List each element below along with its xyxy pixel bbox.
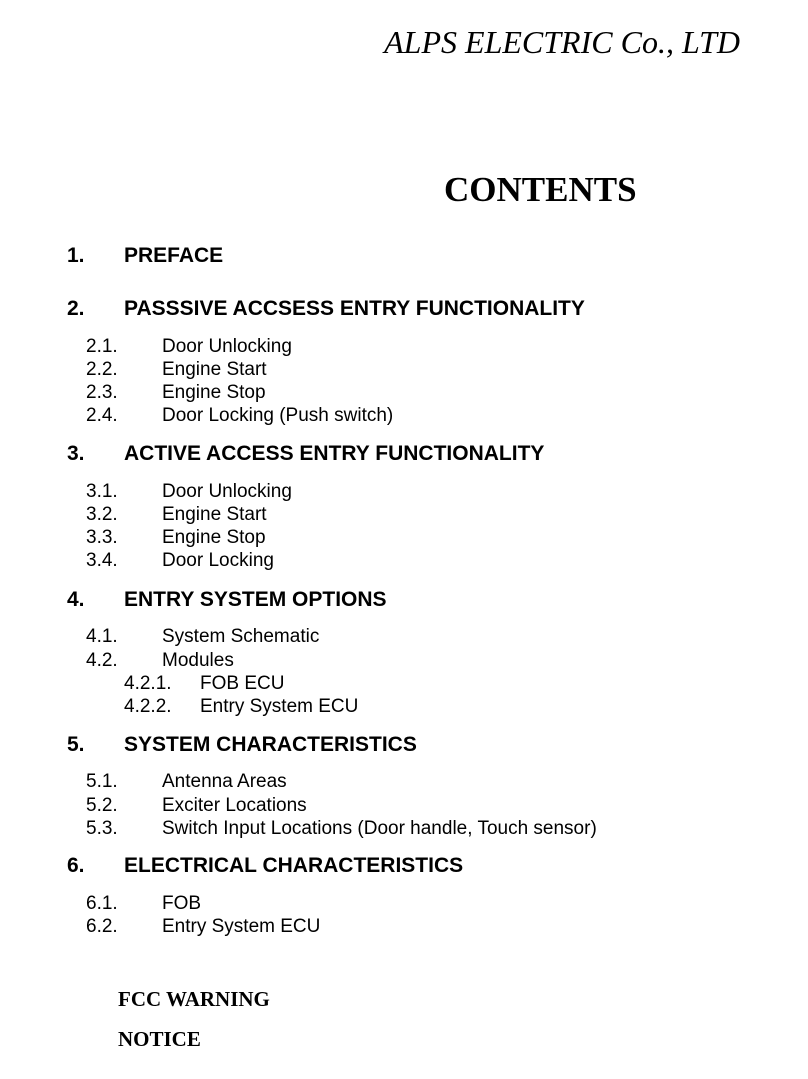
section-title: PREFACE [124, 244, 224, 267]
section-number: 3. [67, 442, 85, 465]
notice-heading: NOTICE [118, 1027, 201, 1051]
subsection-number: 6.2. [86, 916, 118, 937]
section-number: 4. [67, 588, 85, 611]
subsection-number: 2.1. [86, 336, 118, 357]
section-title: ELECTRICAL CHARACTERISTICS [124, 854, 464, 877]
section-number: 6. [67, 854, 85, 877]
subsection-number: 3.1. [86, 481, 118, 502]
subsection-title: Door Unlocking [162, 336, 292, 357]
subsection-title: Engine Start [162, 359, 267, 380]
subsection-number: 3.2. [86, 504, 118, 525]
section-title: SYSTEM CHARACTERISTICS [124, 733, 417, 756]
subsection-number: 2.2. [86, 359, 118, 380]
page-title: CONTENTS [444, 170, 637, 209]
section-title: ENTRY SYSTEM OPTIONS [124, 588, 387, 611]
section-number: 5. [67, 733, 85, 756]
subsubsection-number: 4.2.1. [124, 673, 172, 694]
section-number: 2. [67, 297, 85, 320]
subsection-number: 6.1. [86, 893, 118, 914]
section-title: ACTIVE ACCESS ENTRY FUNCTIONALITY [124, 442, 545, 465]
subsection-title: Entry System ECU [162, 916, 321, 937]
subsection-number: 5.1. [86, 771, 118, 792]
subsection-number: 5.3. [86, 818, 118, 839]
subsection-title: Modules [162, 650, 234, 671]
subsection-title: Door Unlocking [162, 481, 292, 502]
subsection-title: Door Locking [162, 550, 274, 571]
subsubsection-title: FOB ECU [200, 673, 285, 694]
subsection-title: Engine Start [162, 504, 267, 525]
subsection-number: 3.4. [86, 550, 118, 571]
subsection-title: System Schematic [162, 626, 320, 647]
subsection-number: 3.3. [86, 527, 118, 548]
subsection-number: 2.3. [86, 382, 118, 403]
fcc-warning-heading: FCC WARNING [118, 987, 270, 1011]
company-name: ALPS ELECTRIC Co., LTD [384, 24, 740, 60]
section-title: PASSSIVE ACCSESS ENTRY FUNCTIONALITY [124, 297, 585, 320]
section-number: 1. [67, 244, 85, 267]
subsection-number: 4.2. [86, 650, 118, 671]
subsection-title: FOB [162, 893, 202, 914]
subsubsection-number: 4.2.2. [124, 696, 172, 717]
subsubsection-title: Entry System ECU [200, 696, 359, 717]
subsection-number: 2.4. [86, 405, 118, 426]
subsection-title: Engine Stop [162, 382, 266, 403]
subsection-number: 4.1. [86, 626, 118, 647]
subsection-title: Antenna Areas [162, 771, 287, 792]
subsection-title: Door Locking (Push switch) [162, 405, 394, 426]
subsection-number: 5.2. [86, 795, 118, 816]
subsection-title: Engine Stop [162, 527, 266, 548]
subsection-title: Switch Input Locations (Door handle, Touch sensor) [162, 818, 597, 839]
subsection-title: Exciter Locations [162, 795, 307, 816]
